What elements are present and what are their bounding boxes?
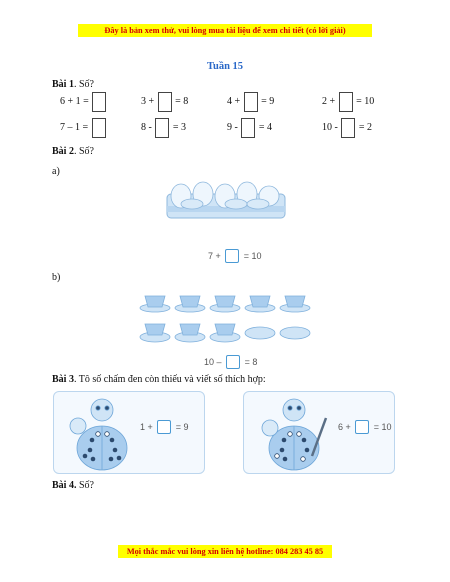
answer-box[interactable] bbox=[155, 118, 169, 138]
answer-box[interactable] bbox=[158, 92, 172, 112]
equation: 7 – 1 = bbox=[60, 118, 107, 138]
answer-box[interactable] bbox=[341, 118, 355, 138]
equation: 8 - = 3 bbox=[141, 118, 186, 138]
ladybug-card-1 bbox=[53, 391, 205, 474]
answer-box[interactable] bbox=[355, 420, 369, 434]
answer-box[interactable] bbox=[339, 92, 353, 112]
picture-equation-card-2: 6 + = 10 bbox=[338, 421, 392, 432]
equation: 10 - = 2 bbox=[322, 118, 372, 138]
picture-equation-a: 7 + = 10 bbox=[208, 250, 262, 261]
exercise-3-prompt: . Tô số chấm đen còn thiếu và viết số thích hợp: bbox=[73, 374, 266, 385]
exercise-4-prompt: Số? bbox=[76, 480, 94, 491]
answer-box[interactable] bbox=[241, 118, 255, 138]
ladybug-illustration bbox=[60, 396, 130, 472]
exercise-4-heading bbox=[52, 480, 94, 491]
page-title: Tuần 15 bbox=[206, 61, 244, 72]
answer-box[interactable] bbox=[226, 355, 240, 369]
answer-box[interactable] bbox=[244, 92, 258, 112]
exercise-4-label: Bài 4. bbox=[52, 480, 77, 491]
exercise-1-prompt: . Số? bbox=[73, 79, 94, 90]
exercise-2-label: Bài 2 bbox=[52, 146, 74, 157]
equation: 9 - = 4 bbox=[227, 118, 272, 138]
part-b-label: b) bbox=[52, 272, 61, 283]
exercise-2-heading bbox=[52, 146, 94, 157]
picture-equation-card-1: 1 + = 9 bbox=[140, 421, 189, 432]
answer-box[interactable] bbox=[225, 249, 239, 263]
picture-equation-b: 10 – = 8 bbox=[204, 356, 258, 367]
answer-box[interactable] bbox=[157, 420, 171, 434]
exercise-3-heading bbox=[52, 374, 266, 385]
exercise-1-label: Bài 1 bbox=[52, 79, 74, 90]
equation: 3 + = 8 bbox=[141, 92, 188, 112]
ladybug-illustration bbox=[250, 396, 330, 472]
equation: 2 + = 10 bbox=[322, 92, 374, 112]
cups-saucers-illustration bbox=[138, 290, 313, 348]
ladybug-card-2 bbox=[243, 391, 395, 474]
part-a-label: a) bbox=[52, 166, 60, 177]
egg-carton-illustration bbox=[165, 180, 287, 222]
equation: 6 + 1 = bbox=[60, 92, 107, 112]
hotline-footer: Mọi thắc mắc vui lòng xin liên hệ hotline: 084 283 45 85 bbox=[118, 545, 332, 558]
exercise-2-prompt: . Số? bbox=[73, 146, 94, 157]
exercise-1-heading bbox=[52, 79, 94, 90]
exercise-3-label: Bài 3 bbox=[52, 374, 74, 385]
equation: 4 + = 9 bbox=[227, 92, 274, 112]
answer-box[interactable] bbox=[92, 118, 106, 138]
answer-box[interactable] bbox=[92, 92, 106, 112]
preview-banner: Đây là bản xem thử, vui lòng mua tài liệu để xem chi tiết (có lời giải) bbox=[78, 24, 372, 37]
